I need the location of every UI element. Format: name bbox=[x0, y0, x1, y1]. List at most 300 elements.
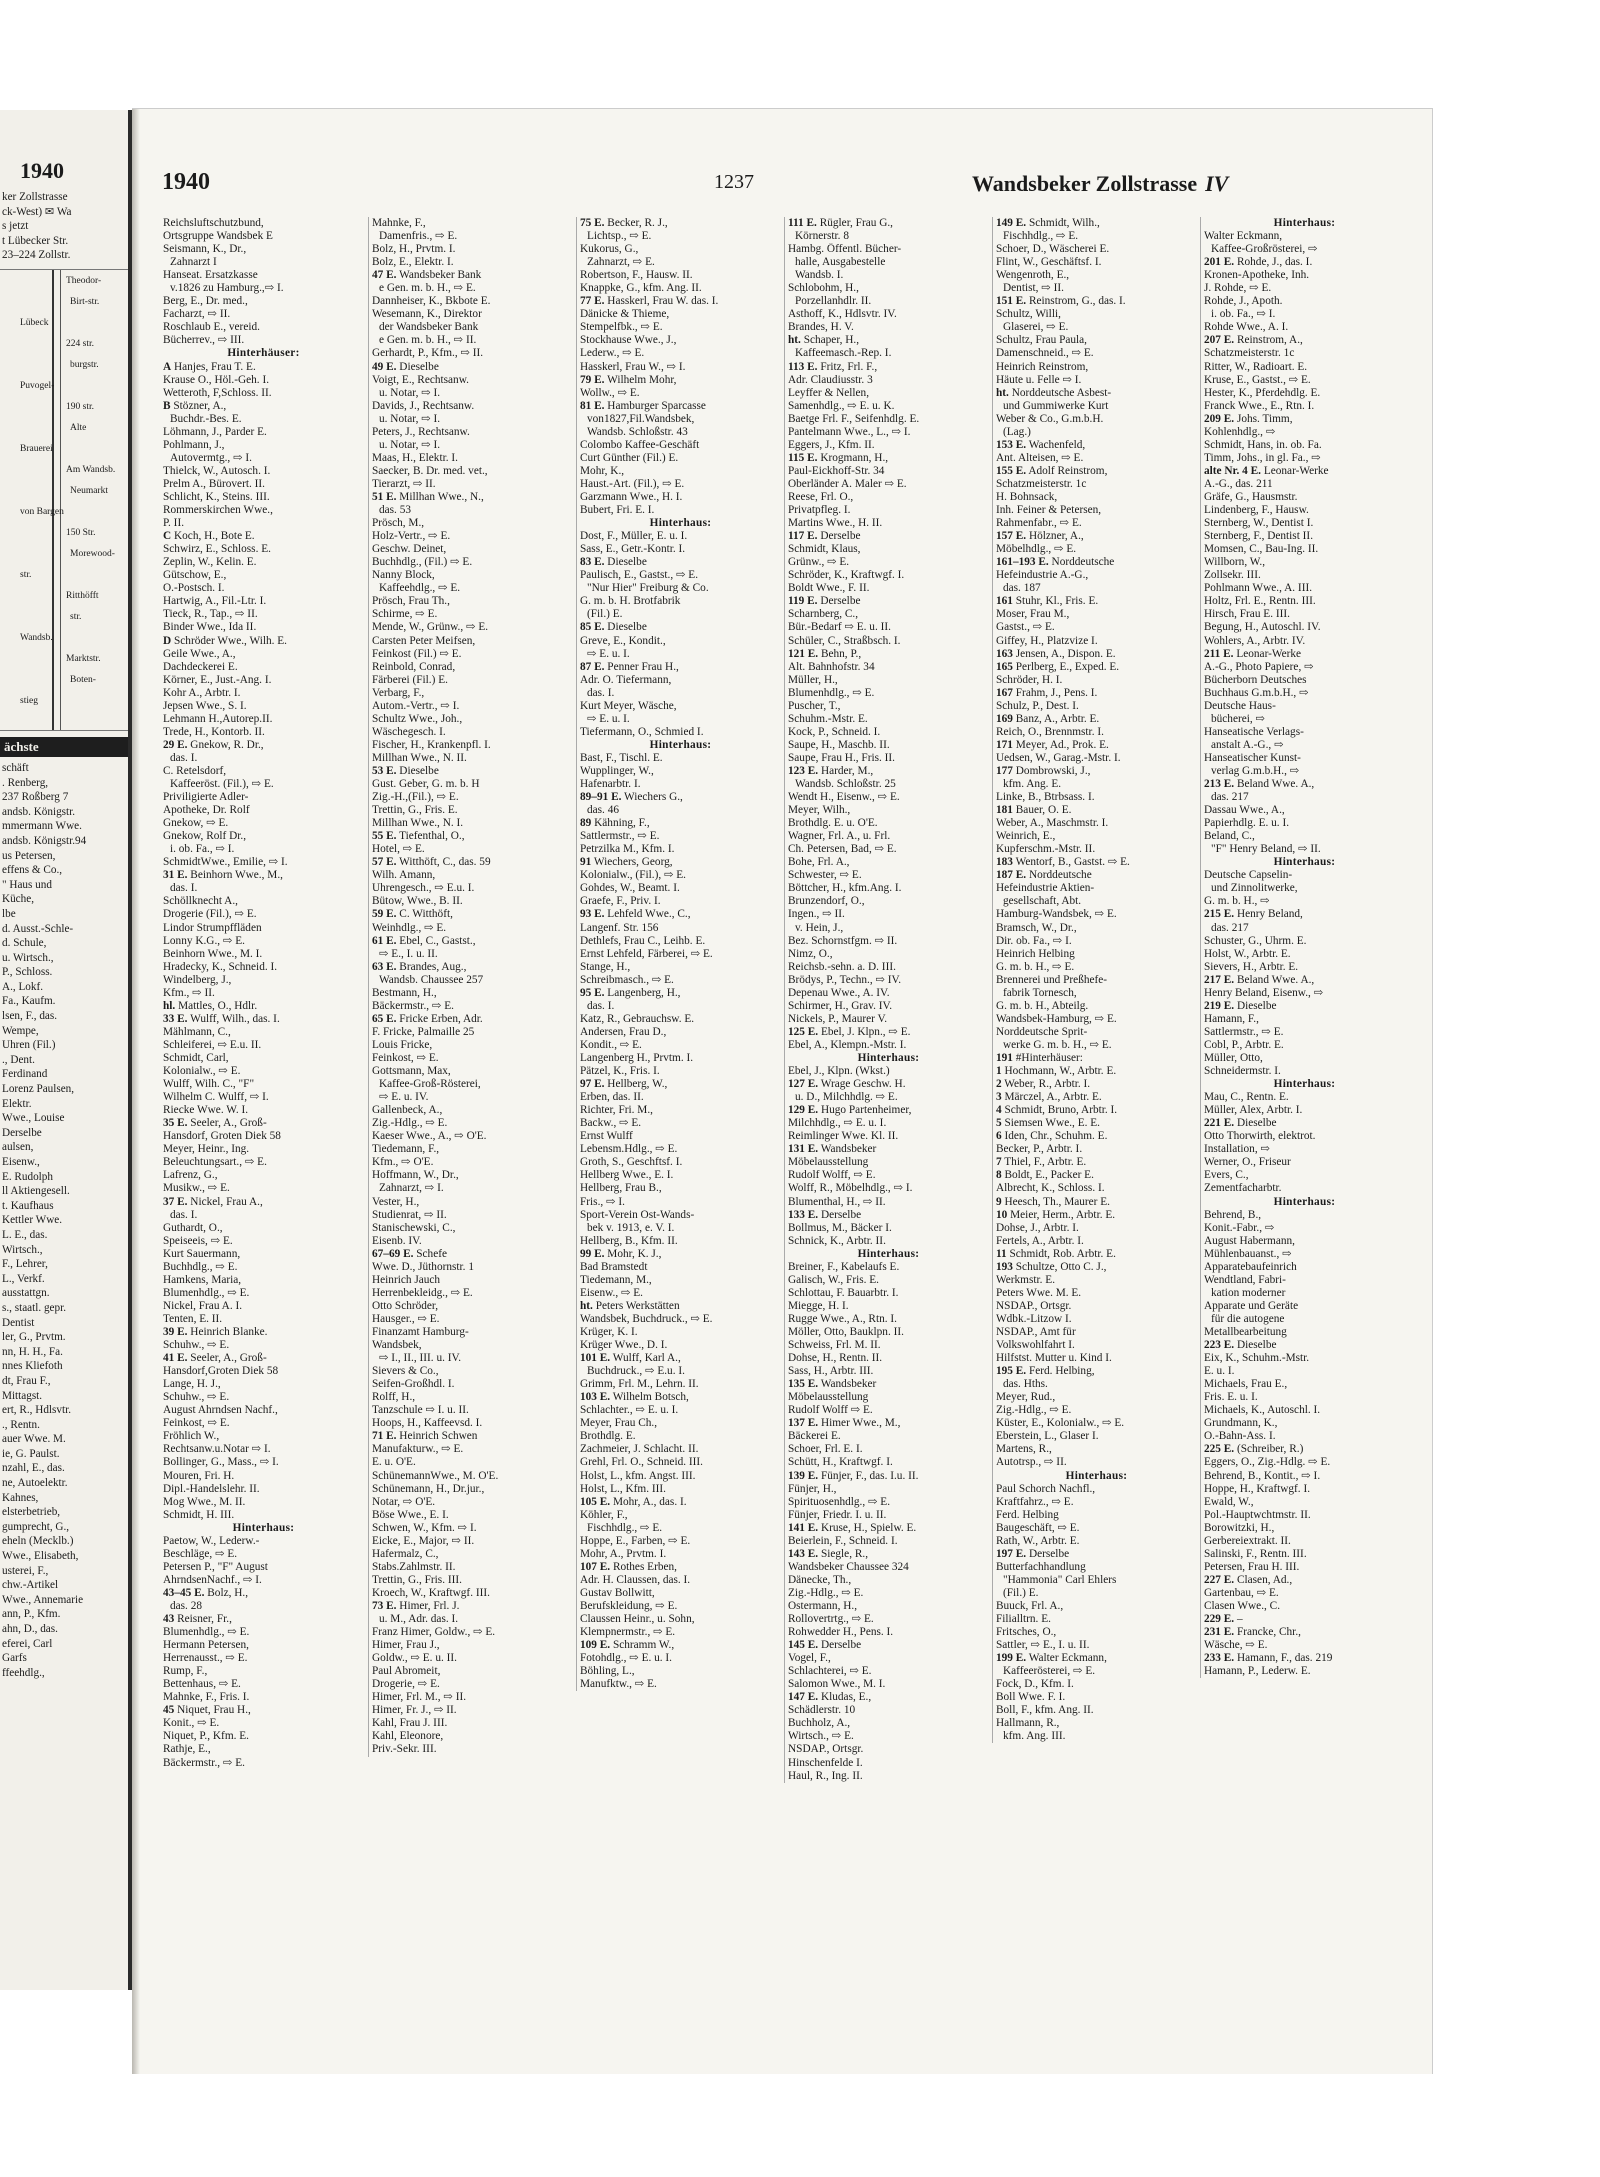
directory-entry: Schirme, ⇨ E. bbox=[372, 608, 438, 621]
house-number: 103 E. bbox=[580, 1391, 611, 1404]
directory-entry: Wäsche, ⇨ E. bbox=[1204, 1639, 1268, 1652]
directory-entry: Ernst Lehfeld, Färberei, ⇨ E. bbox=[580, 947, 713, 960]
house-number: 63 E. bbox=[372, 960, 397, 973]
directory-entry: Guthardt, O., bbox=[163, 1221, 223, 1234]
directory-entry: Bür.-Bedarf ⇨ E. u. II. bbox=[788, 621, 891, 634]
left-page-line: eheln (Mecklb.) bbox=[2, 1535, 74, 1548]
directory-entry: Gnekow, ⇨ E. bbox=[163, 817, 229, 830]
directory-entry: Herrenausst., ⇨ E. bbox=[163, 1652, 248, 1665]
directory-entry: 87 E. Penner Frau H., bbox=[580, 660, 679, 673]
directory-entry: ht. Schaper, H., bbox=[788, 334, 860, 347]
directory-entry: Vogel, F., bbox=[788, 1652, 831, 1665]
directory-entry: 111 E. Rügler, Frau G., bbox=[788, 217, 893, 229]
directory-entry: Konit., ⇨ E. bbox=[163, 1717, 220, 1730]
directory-entry: Nickels, P., Maurer V. bbox=[788, 1012, 888, 1025]
directory-entry: Kroech, W., Kraftwgf. III. bbox=[372, 1586, 490, 1599]
section-heading: Hinterhäuser: bbox=[227, 347, 300, 360]
directory-entry: Wandsb. I. bbox=[795, 269, 844, 282]
left-page-line: Wirtsch., bbox=[2, 1243, 43, 1256]
directory-entry: Ebel, J., Klpn. (Wkst.) bbox=[788, 1065, 890, 1078]
house-number: 119 E. bbox=[788, 595, 818, 608]
directory-entry: Millhan Wwe., N. I. bbox=[372, 817, 464, 830]
directory-entry: Schwirz, E., Schloss. E. bbox=[163, 543, 271, 556]
directory-entry: Schweiss, Frl. M. II. bbox=[788, 1339, 881, 1352]
left-page-line: schäft bbox=[2, 761, 29, 774]
directory-entry: Drogerie (Fil.), ⇨ E. bbox=[163, 908, 257, 921]
directory-entry: 127 E. Wrage Geschw. H. bbox=[788, 1078, 906, 1091]
directory-entry: 81 E. Hamburger Sparcasse bbox=[580, 399, 706, 412]
directory-entry: Colombo Kaffee-Geschäft bbox=[580, 438, 700, 451]
directory-entry: Boll, F., kfm. Ang. II. bbox=[996, 1704, 1094, 1717]
directory-entry: 91 Wiechers, Georg, bbox=[580, 856, 673, 869]
directory-entry: Haul, R., Ing. II. bbox=[788, 1769, 863, 1782]
directory-entry: ⇨ E. u. IV. bbox=[379, 1091, 429, 1104]
directory-entry: Fotohdlg., ⇨ E. u. I. bbox=[580, 1652, 672, 1665]
house-number: 71 E. bbox=[372, 1430, 397, 1443]
directory-entry: Ortsgruppe Wandsbek E bbox=[163, 230, 273, 243]
directory-entry: Zementfacharbtr. bbox=[1204, 1182, 1282, 1195]
directory-entry: Gust. Geber, G. m. b. H bbox=[372, 778, 480, 791]
directory-entry: (Lag.) bbox=[1003, 425, 1031, 438]
directory-entry: Krüger Wwe., D. I. bbox=[580, 1339, 668, 1352]
directory-entry: Bütow, Wwe., B. II. bbox=[372, 895, 463, 908]
directory-entry: Rolff, H., bbox=[372, 1391, 416, 1404]
directory-entry: Hansdorf, Groten Diek 58 bbox=[163, 1130, 281, 1143]
directory-entry: Schatzmeisterstr. 1c bbox=[1204, 347, 1295, 360]
house-number: 43–45 E. bbox=[163, 1586, 205, 1599]
left-page-line: lsen, F., das. bbox=[2, 1010, 58, 1023]
directory-entry: 37 E. Nickel, Frau A., bbox=[163, 1195, 263, 1208]
directory-entry: und Gummiwerke Kurt bbox=[1003, 399, 1109, 412]
directory-entry: Gohdes, W., Beamt. I. bbox=[580, 882, 680, 895]
directory-entry: Kupferschm.-Mstr. II. bbox=[996, 843, 1096, 856]
directory-entry: Kfm., ⇨ II. bbox=[163, 986, 215, 999]
directory-entry: Dänicke & Thieme, bbox=[580, 308, 670, 321]
house-number: 231 E. bbox=[1204, 1626, 1235, 1639]
directory-column bbox=[160, 217, 364, 1770]
directory-entry: Gerbereiextrakt. II. bbox=[1204, 1534, 1291, 1547]
directory-entry: Wagner, Frl. A., u. Frl. bbox=[788, 830, 891, 843]
directory-entry: 141 E. Kruse, H., Spielw. E. bbox=[788, 1521, 917, 1534]
directory-entry: Greve, E., Kondit., bbox=[580, 634, 666, 647]
directory-entry: Fünjer, H., bbox=[788, 1482, 837, 1495]
directory-entry: Drogerie, ⇨ E. bbox=[372, 1678, 440, 1691]
directory-entry: Buchhdlg., (Fil.) ⇨ E. bbox=[372, 556, 473, 569]
directory-entry: Kondit., ⇨ E. bbox=[580, 1038, 642, 1051]
left-page-line: ., Dent. bbox=[2, 1053, 35, 1066]
directory-entry: Berg, E., Dr. med., bbox=[163, 295, 248, 308]
directory-entry: Beschläge, ⇨ E. bbox=[163, 1547, 238, 1560]
directory-entry: Kohlenhdlg., ⇨ bbox=[1204, 425, 1276, 438]
directory-entry: Behrend, B., Kontit., ⇨ I. bbox=[1204, 1469, 1321, 1482]
directory-entry: Zahnarzt, ⇨ E. bbox=[587, 256, 655, 269]
house-number: alte Nr. 4 E. bbox=[1204, 464, 1262, 477]
directory-column bbox=[1200, 217, 1405, 1678]
directory-entry: Bez. Schornstfgm. ⇨ II. bbox=[788, 934, 898, 947]
directory-entry: Beland, C., bbox=[1204, 830, 1255, 843]
section-heading: Hinterhaus: bbox=[857, 1247, 920, 1260]
header-street-title bbox=[972, 171, 1228, 197]
house-number: B bbox=[163, 399, 171, 412]
directory-entry: 97 E. Hellberg, W., bbox=[580, 1078, 668, 1091]
directory-entry: Dachdeckerei E. bbox=[163, 660, 238, 673]
directory-entry: Wesemann, K., Direktor bbox=[372, 308, 482, 321]
directory-entry: Buchdr.-Bes. E. bbox=[170, 412, 242, 425]
directory-entry: 6 Iden, Chr., Schuhm. E. bbox=[996, 1130, 1108, 1143]
house-number: 35 E. bbox=[163, 1117, 188, 1130]
directory-entry: Kaffeemasch.-Rep. I. bbox=[795, 347, 892, 360]
directory-entry: 121 E. Behn, P., bbox=[788, 647, 862, 660]
directory-entry: Möller, Otto, Bauklpn. II. bbox=[788, 1325, 904, 1338]
directory-entry: Windelberg, J., bbox=[163, 973, 232, 986]
house-number: 229 E. bbox=[1204, 1613, 1235, 1626]
directory-entry: Kahl, Eleonore, bbox=[372, 1730, 444, 1743]
directory-entry: Gnekow, Rolf Dr., bbox=[163, 830, 247, 843]
directory-entry: Uedsen, W., Garag.-Mstr. I. bbox=[996, 751, 1121, 764]
directory-entry: Wulff, Wilh. C., "F" bbox=[163, 1078, 255, 1091]
left-page-line: Wwe., Louise bbox=[2, 1112, 65, 1125]
map-label: str. bbox=[70, 611, 82, 622]
directory-entry: Fünjer, Friedr. I. u. II. bbox=[788, 1508, 887, 1521]
directory-entry: Kaffeerösterei, ⇨ E. bbox=[1003, 1665, 1096, 1678]
directory-entry: 55 E. Tiefenthal, O., bbox=[372, 830, 465, 843]
house-number: 137 E. bbox=[788, 1417, 819, 1430]
directory-entry: Rath, W., Arbtr. E. bbox=[996, 1534, 1080, 1547]
directory-entry: Schneidermstr. I. bbox=[1204, 1065, 1281, 1078]
directory-entry: "F" Henry Beland, ⇨ II. bbox=[1211, 843, 1321, 856]
house-number: 89 bbox=[580, 817, 592, 830]
house-number: 131 E. bbox=[788, 1143, 819, 1156]
directory-entry: Schoer, Frl. E. I. bbox=[788, 1443, 863, 1456]
house-number: 3 bbox=[996, 1091, 1002, 1104]
directory-entry: 59 E. C. Witthöft, bbox=[372, 908, 453, 921]
directory-entry: Borowitzki, H., bbox=[1204, 1521, 1275, 1534]
page-fold-shadow bbox=[132, 109, 140, 2074]
directory-entry: i. ob. Fa., ⇨ I. bbox=[170, 843, 235, 856]
directory-entry: u. Notar, ⇨ I. bbox=[379, 438, 441, 451]
map-label: von Bargen bbox=[20, 506, 64, 517]
house-number: 1 bbox=[996, 1065, 1002, 1078]
directory-entry: Geschw. Deinet, bbox=[372, 543, 447, 556]
directory-entry: Hansdorf,Groten Diek 58 bbox=[163, 1365, 279, 1378]
directory-entry: Priv.-Sekr. III. bbox=[372, 1743, 437, 1756]
directory-entry: Möbelausstellung bbox=[788, 1156, 869, 1169]
directory-entry: 83 E. Dieselbe bbox=[580, 556, 647, 569]
directory-entry: Tierarzt, ⇨ II. bbox=[372, 477, 436, 490]
directory-entry: 209 E. Johs. Timm, bbox=[1204, 412, 1293, 425]
directory-entry: Wendt H., Eisenw., ⇨ E. bbox=[788, 791, 900, 804]
directory-entry: 93 E. Lehfeld Wwe., C., bbox=[580, 908, 691, 921]
directory-entry: Herrenbekleidg., ⇨ E. bbox=[372, 1286, 473, 1299]
directory-entry: 73 E. Himer, Frl. J. bbox=[372, 1599, 460, 1612]
directory-entry: Mählmann, C., bbox=[163, 1025, 231, 1038]
directory-entry: Petersen P., "F" August bbox=[163, 1560, 268, 1573]
directory-entry: Niquet, P., Kfm. E. bbox=[163, 1730, 249, 1743]
house-number: 183 bbox=[996, 856, 1013, 869]
directory-entry: Wollw., ⇨ E. bbox=[580, 386, 640, 399]
directory-entry: 9 Heesch, Th., Maurer E. bbox=[996, 1195, 1110, 1208]
directory-entry: für die autogene bbox=[1211, 1312, 1285, 1325]
directory-entry: Küster, E., Kolonialw., ⇨ E. bbox=[996, 1417, 1125, 1430]
directory-entry: Feinkost, ⇨ E. bbox=[372, 1052, 439, 1064]
directory-entry: Hoppe, E., Farben, ⇨ E. bbox=[580, 1534, 691, 1547]
left-page-line: 237 Roßberg 7 bbox=[2, 791, 69, 804]
directory-entry: Maas, H., Elektr. I. bbox=[372, 451, 458, 464]
directory-entry: Böhling, L., bbox=[580, 1665, 635, 1678]
house-number: 127 E. bbox=[788, 1078, 819, 1091]
directory-entry: Böse Wwe., E. I. bbox=[372, 1508, 449, 1521]
directory-entry: Sass, E., Getr.-Kontr. I. bbox=[580, 543, 686, 556]
directory-entry: Garzmann Wwe., H. I. bbox=[580, 490, 683, 503]
directory-entry: Paetow, W., Lederw.- bbox=[163, 1534, 260, 1547]
directory-entry: Brödys, P., Techn., ⇨ IV. bbox=[788, 973, 902, 986]
directory-entry: 119 E. Derselbe bbox=[788, 595, 861, 608]
directory-entry: Apparate und Geräte bbox=[1204, 1299, 1299, 1312]
directory-entry: 107 E. Rothes Erben, bbox=[580, 1560, 677, 1573]
directory-entry: 89–91 E. Wiechers G., bbox=[580, 791, 683, 804]
directory-entry: G. m. b. H., Abteilg. bbox=[996, 999, 1089, 1012]
left-page-line: ll Aktiengesell. bbox=[2, 1185, 70, 1198]
map-road-line bbox=[60, 270, 61, 730]
directory-entry: 99 E. Mohr, K. J., bbox=[580, 1247, 662, 1260]
directory-entry: Buuck, Frl. A., bbox=[996, 1599, 1064, 1612]
directory-entry: Böttcher, H., kfm.Ang. I. bbox=[788, 882, 902, 895]
house-number: 143 E. bbox=[788, 1547, 819, 1560]
directory-entry: C. Retelsdorf, bbox=[163, 764, 227, 777]
directory-entry: e Gen. m. b. H., ⇨ II. bbox=[379, 334, 477, 347]
directory-entry: Holst, L., kfm. Angst. III. bbox=[580, 1469, 696, 1482]
directory-entry: Schütt, H., Kraftwgf. I. bbox=[788, 1456, 893, 1469]
directory-entry: SchmidtWwe., Emilie, ⇨ I. bbox=[163, 856, 288, 869]
section-heading: Hinterhaus: bbox=[232, 1521, 295, 1534]
directory-entry: der Wandsbeker Bank bbox=[379, 321, 479, 334]
directory-entry: Fritsches, O., bbox=[996, 1626, 1057, 1639]
directory-entry: Schmidt, Hans, in. ob. Fa. bbox=[1204, 438, 1322, 451]
directory-entry: Oberländer A. Maler ⇨ E. bbox=[788, 477, 907, 490]
directory-entry: Mahnke, F., bbox=[372, 217, 426, 229]
house-number: C bbox=[163, 530, 172, 543]
directory-entry: Rommerskirchen Wwe., bbox=[163, 504, 273, 517]
left-page-line: 23–224 Zollstr. bbox=[2, 249, 71, 262]
directory-entry: 57 E. Witthöft, C., das. 59 bbox=[372, 856, 491, 869]
directory-entry: Kock, P., Schneid. I. bbox=[788, 725, 881, 738]
map-road-line bbox=[52, 270, 54, 730]
house-number: 101 E. bbox=[580, 1352, 611, 1365]
directory-entry: Färberei (Fil.) E. bbox=[372, 673, 448, 686]
map-label: burgstr. bbox=[70, 359, 99, 370]
directory-entry: Bast, F., Tischl. E. bbox=[580, 751, 663, 764]
directory-entry: 195 E. Ferd. Helbing, bbox=[996, 1365, 1095, 1378]
directory-entry: Schünemann, H., Dr.jur., bbox=[372, 1482, 485, 1495]
directory-entry: Weber & Co., G.m.b.H. bbox=[996, 412, 1104, 425]
house-number: 75 E. bbox=[580, 217, 605, 229]
directory-entry: Hambg. Öffentl. Bücher- bbox=[788, 243, 902, 256]
directory-entry: Tieck, R., Tap., ⇨ II. bbox=[163, 608, 258, 621]
left-page-line: ffeehdlg., bbox=[2, 1666, 45, 1679]
directory-entry: Kaffeeröst. (Fil.), ⇨ E. bbox=[170, 778, 274, 791]
directory-entry: Autotrsp., ⇨ II. bbox=[996, 1456, 1067, 1469]
directory-entry: Clasen Wwe., C. bbox=[1204, 1599, 1281, 1612]
directory-entry: Franz Himer, Goldw., ⇨ E. bbox=[372, 1626, 496, 1639]
directory-entry: Hamburg-Wandsbek, ⇨ E. bbox=[996, 908, 1117, 921]
house-number: 145 E. bbox=[788, 1639, 819, 1652]
directory-entry: Hausger., ⇨ E. bbox=[372, 1312, 440, 1325]
section-heading: Hinterhaus: bbox=[1273, 856, 1336, 869]
directory-entry: Kahl, Frau J. III. bbox=[372, 1717, 448, 1730]
directory-entry: Milchhdlg., ⇨ E. u. I. bbox=[788, 1117, 887, 1130]
left-page-line: ker Zollstrasse bbox=[2, 191, 68, 203]
directory-entry: 41 E. Seeler, A., Groß- bbox=[163, 1352, 267, 1365]
directory-column bbox=[368, 217, 573, 1757]
left-page-line: t. Kaufhaus bbox=[2, 1199, 54, 1212]
directory-entry: Schmidt, Carl, bbox=[163, 1052, 229, 1064]
directory-entry: Buchhdlg., ⇨ E. bbox=[163, 1260, 238, 1273]
directory-entry: 5 Siemsen Wwe., E. E. bbox=[996, 1117, 1100, 1130]
directory-entry: 221 E. Dieselbe bbox=[1204, 1117, 1277, 1130]
left-page-line: P., Schloss. bbox=[2, 966, 53, 979]
directory-entry: Brennerei und Preßhefe- bbox=[996, 973, 1108, 986]
directory-entry: Zig.-Hdlg., ⇨ E. bbox=[788, 1586, 864, 1599]
directory-entry: Blumenhdlg., ⇨ E. bbox=[163, 1286, 250, 1299]
directory-entry: Graefe, F., Priv. I. bbox=[580, 895, 661, 908]
directory-entry: Fris. E. u. I. bbox=[1204, 1391, 1258, 1404]
page-header bbox=[132, 167, 1432, 201]
directory-entry: Beinhorn Wwe., M. I. bbox=[163, 947, 263, 960]
house-number: 153 E. bbox=[996, 438, 1027, 451]
directory-entry: Schmidt, Klaus, bbox=[788, 543, 861, 556]
directory-entry: Holtz, Frl. E., Rentn. III. bbox=[1204, 595, 1316, 608]
directory-entry: das. I. bbox=[170, 1208, 198, 1221]
house-number: 195 E. bbox=[996, 1365, 1027, 1378]
directory-entry: Fröhlich W., bbox=[163, 1430, 220, 1443]
directory-entry: 89 Kähning, F., bbox=[580, 817, 650, 830]
directory-entry: Musikw., ⇨ E. bbox=[163, 1182, 230, 1195]
directory-entry: Martens, R., bbox=[996, 1443, 1052, 1456]
directory-entry: Schirmer, H., Grav. IV. bbox=[788, 999, 893, 1012]
house-number: 95 E. bbox=[580, 986, 605, 999]
directory-entry: Flint, W., Geschäftsf. I. bbox=[996, 256, 1102, 269]
directory-entry: Schuhw., ⇨ E. bbox=[163, 1391, 230, 1404]
directory-entry: 33 E. Wulff, Wilh., das. I. bbox=[163, 1012, 280, 1025]
house-number: hl. bbox=[163, 999, 176, 1012]
directory-entry: Reichsluftschutzbund, bbox=[163, 217, 264, 229]
directory-entry: Wandsbeker Chaussee 324 bbox=[788, 1560, 909, 1573]
directory-entry: Möbelausstellung bbox=[788, 1391, 869, 1404]
house-number: 61 E. bbox=[372, 934, 397, 947]
directory-entry: Schwen, W., Kfm. ⇨ I. bbox=[372, 1521, 477, 1534]
directory-entry: Fischhdlg., ⇨ E. bbox=[1003, 230, 1079, 243]
directory-entry: P. II. bbox=[163, 517, 185, 530]
house-number: 79 E. bbox=[580, 373, 605, 386]
house-number: 117 E. bbox=[788, 530, 818, 543]
directory-entry: 123 E. Harder, M., bbox=[788, 764, 874, 777]
left-page-line: effens & Co., bbox=[2, 864, 63, 877]
directory-entry: Sievers & Co., bbox=[372, 1365, 439, 1378]
directory-entry: 43 Reisner, Fr., bbox=[163, 1613, 232, 1626]
directory-entry: Gastst., ⇨ E. bbox=[996, 621, 1055, 634]
directory-entry: Blumenthal, H., ⇨ II. bbox=[788, 1195, 886, 1208]
left-page-line: Kettler Wwe. bbox=[2, 1214, 63, 1227]
directory-entry: Deutsche Haus- bbox=[1204, 699, 1276, 712]
left-page-line: Garfs bbox=[2, 1652, 27, 1665]
directory-entry: 147 E. Kludas, E., bbox=[788, 1691, 872, 1704]
left-page-line: andsb. Königstr.94 bbox=[2, 834, 87, 847]
left-page-line: E. Rudolph bbox=[2, 1170, 53, 1183]
left-page-line: nnes Kliefoth bbox=[2, 1360, 63, 1373]
directory-entry: Buchhaus G.m.b.H., ⇨ bbox=[1204, 686, 1309, 699]
house-number: 163 bbox=[996, 647, 1013, 660]
directory-entry: Reich, O., Brennmstr. I. bbox=[996, 725, 1104, 738]
directory-entry: u. D., Milchhdlg. ⇨ E. bbox=[795, 1091, 898, 1104]
directory-entry: Geile Wwe., A., bbox=[163, 647, 236, 660]
directory-entry: 4 Schmidt, Bruno, Arbtr. I. bbox=[996, 1104, 1118, 1117]
directory-entry: Krüger, K. I. bbox=[580, 1325, 638, 1338]
directory-entry: ⇨ E., I. u. II. bbox=[379, 947, 438, 960]
directory-entry: Boll Wwe. F. I. bbox=[996, 1691, 1066, 1704]
left-page-line: . Renberg, bbox=[2, 776, 49, 789]
directory-entry: Wandsb. Schloßstr. 43 bbox=[587, 425, 688, 438]
directory-entry: Müller, H., bbox=[788, 673, 838, 686]
house-number: 213 E. bbox=[1204, 778, 1235, 791]
directory-entry: Hamkens, Maria, bbox=[163, 1273, 242, 1286]
directory-entry: Beleuchtungsart., ⇨ E. bbox=[163, 1156, 267, 1169]
directory-entry: Jepsen Wwe., S. I. bbox=[163, 699, 247, 712]
left-page-line: s., staatl. gepr. bbox=[2, 1301, 67, 1314]
house-number: 37 E. bbox=[163, 1195, 188, 1208]
house-number: 73 E. bbox=[372, 1599, 397, 1612]
directory-entry: Heinrich Helbing bbox=[996, 947, 1075, 960]
left-page-line: ausstattgn. bbox=[2, 1287, 50, 1300]
directory-entry: Baetge Frl. F., Seifenhdlg. E. bbox=[788, 412, 920, 425]
directory-entry: 161 Stuhr, Kl., Fris. E. bbox=[996, 595, 1099, 608]
directory-entry: 61 E. Ebel, C., Gastst., bbox=[372, 934, 476, 947]
directory-entry: Davids, J., Rechtsanw. bbox=[372, 399, 475, 412]
house-number: 133 E. bbox=[788, 1208, 819, 1221]
directory-entry: Inh. Feiner & Petersen, bbox=[996, 504, 1102, 517]
directory-entry: Privatpfleg. I. bbox=[788, 504, 851, 517]
house-number: 9 bbox=[996, 1195, 1002, 1208]
directory-entry: Deutsche Capselin- bbox=[1204, 869, 1293, 882]
directory-entry: Rump, F., bbox=[163, 1665, 208, 1678]
directory-entry: Bollinger, G., Mass., ⇨ I. bbox=[163, 1456, 279, 1469]
directory-entry: das. 46 bbox=[587, 804, 620, 817]
directory-entry: G. m. b. H., ⇨ E. bbox=[996, 960, 1075, 973]
directory-entry: Himer, Frl. M., ⇨ II. bbox=[372, 1691, 467, 1704]
directory-entry: 137 E. Himer Wwe., M., bbox=[788, 1417, 901, 1430]
map-label: Boten- bbox=[70, 674, 96, 685]
directory-entry: Heinrich Jauch bbox=[372, 1273, 441, 1286]
house-number: 215 E. bbox=[1204, 908, 1235, 921]
left-page-line: eferei, Carl bbox=[2, 1637, 53, 1650]
directory-entry: Wandsb. Chaussee 257 bbox=[379, 973, 484, 986]
directory-entry: Ferd. Helbing bbox=[996, 1508, 1059, 1521]
directory-entry: 193 Schultze, Otto C. J., bbox=[996, 1260, 1107, 1273]
directory-entry: Salinski, F., Rentn. III. bbox=[1204, 1547, 1307, 1560]
directory-entry: Fock, D., Kfm. I. bbox=[996, 1678, 1074, 1691]
house-number: 29 E. bbox=[163, 738, 188, 751]
directory-entry: Ebel, A., Klempn.-Mstr. I. bbox=[788, 1038, 907, 1051]
directory-entry: Sass, H., Arbtr. III. bbox=[788, 1365, 874, 1378]
directory-entry: Sternberg, W., Dentist I. bbox=[1204, 517, 1314, 530]
directory-entry: Meyer, Heinr., Ing. bbox=[163, 1143, 250, 1156]
directory-entry: Bücherborn Deutsches bbox=[1204, 673, 1307, 686]
directory-entry: Notar, ⇨ O'E. bbox=[372, 1495, 436, 1508]
house-number: 45 bbox=[163, 1704, 175, 1717]
directory-entry: Ernst Wulff bbox=[580, 1130, 633, 1143]
directory-entry: Vester, H., bbox=[372, 1195, 420, 1208]
directory-entry: Peters Wwe. M. E. bbox=[996, 1286, 1082, 1299]
directory-entry: NSDAP., Ortsgr. bbox=[788, 1743, 864, 1756]
